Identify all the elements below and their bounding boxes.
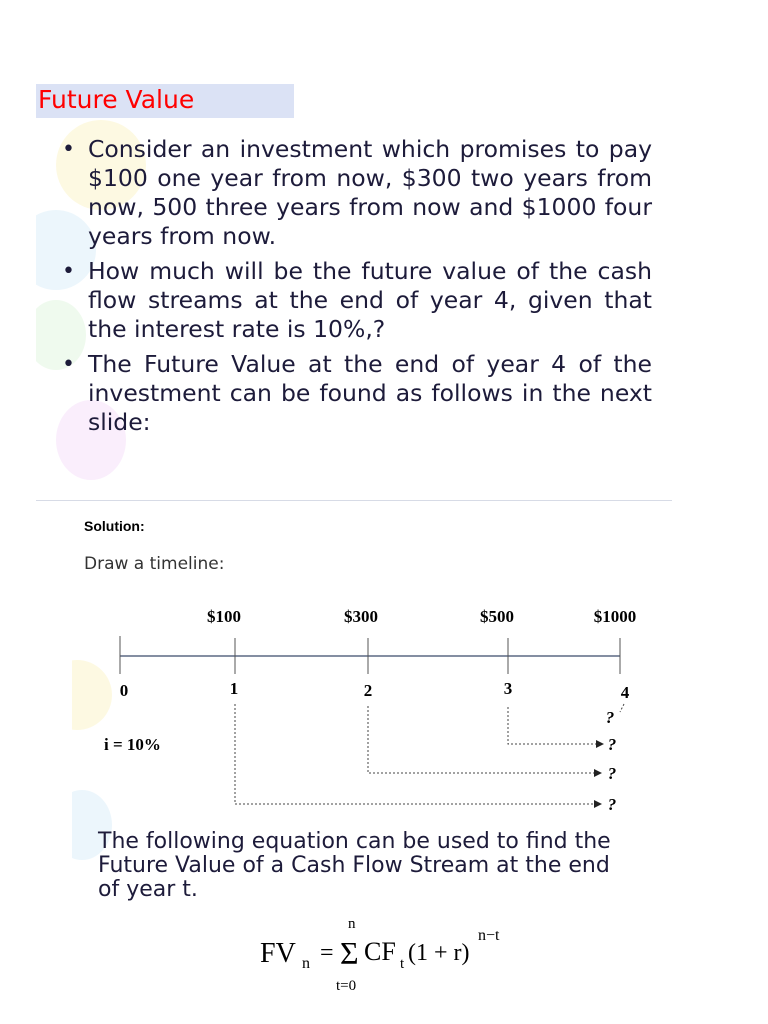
cash-flow-label: $500 xyxy=(480,607,514,626)
formula-sum-upper: n xyxy=(348,916,356,932)
period-label: 2 xyxy=(363,681,373,700)
bullet-dot: • xyxy=(62,259,75,284)
formula-term: CF xyxy=(364,937,396,966)
compound-arrow-year4 xyxy=(620,704,624,712)
bullet-list xyxy=(60,135,652,443)
unknown-value-mark: ? xyxy=(605,708,615,727)
bullet-item xyxy=(60,350,652,437)
arrowhead xyxy=(594,800,602,808)
period-label: 1 xyxy=(229,679,239,698)
arrowhead xyxy=(594,769,602,777)
bullet-dot: • xyxy=(62,137,75,162)
formula-lhs-subscript: n xyxy=(302,955,310,972)
period-label: 3 xyxy=(503,679,513,698)
unknown-value-mark: ? xyxy=(607,764,617,783)
timeline-diagram xyxy=(72,580,668,830)
unknown-value-mark: ? xyxy=(607,795,617,814)
formula-sum-lower: t=0 xyxy=(336,978,357,994)
bullet-item xyxy=(60,135,652,251)
compound-arrow-year2 xyxy=(368,706,594,773)
formula-equals: = xyxy=(320,940,334,966)
timeline-heading: Draw a timeline: xyxy=(84,554,225,574)
compound-arrow-year1 xyxy=(235,704,594,804)
formula-sigma: Σ xyxy=(340,935,359,971)
compound-arrow-year3 xyxy=(508,707,596,744)
page-title: Future Value xyxy=(38,85,195,114)
bullet-text: How much will be the future value of the cash flow streams at the end of year 4, given that the interest rate is 10%,? xyxy=(88,257,652,343)
bullet-text: The Future Value at the end of year 4 of the investment can be found as follows in the next slide: xyxy=(88,350,652,436)
bullet-item xyxy=(60,257,652,344)
cash-flow-label: $300 xyxy=(344,607,378,626)
future-value-formula xyxy=(252,914,532,994)
bullet-text: Consider an investment which promises to pay $100 one year from now, $300 two years from now, 500 three years from now and $1000 four years from now. xyxy=(88,135,652,250)
formula-term-subscript: t xyxy=(400,956,405,972)
interest-rate-label: i = 10% xyxy=(104,735,161,754)
solution-label: Solution: xyxy=(84,518,145,534)
period-label: 4 xyxy=(620,683,630,702)
bullet-dot: • xyxy=(62,352,75,377)
slide-timeline xyxy=(72,540,668,996)
formula-lhs: FV xyxy=(260,938,296,969)
cash-flow-label: $1000 xyxy=(593,607,637,626)
arrowhead xyxy=(596,740,604,748)
period-label: 0 xyxy=(119,681,129,700)
cash-flow-label: $100 xyxy=(207,607,241,626)
unknown-value-mark: ? xyxy=(607,735,617,754)
formula-exponent: n−t xyxy=(478,927,500,944)
formula-base: (1 + r) xyxy=(408,940,470,966)
slide-future-value xyxy=(36,80,672,501)
equation-description: The following equation can be used to find the Future Value of a Cash Flow Stream at the end of year t. xyxy=(98,829,611,902)
